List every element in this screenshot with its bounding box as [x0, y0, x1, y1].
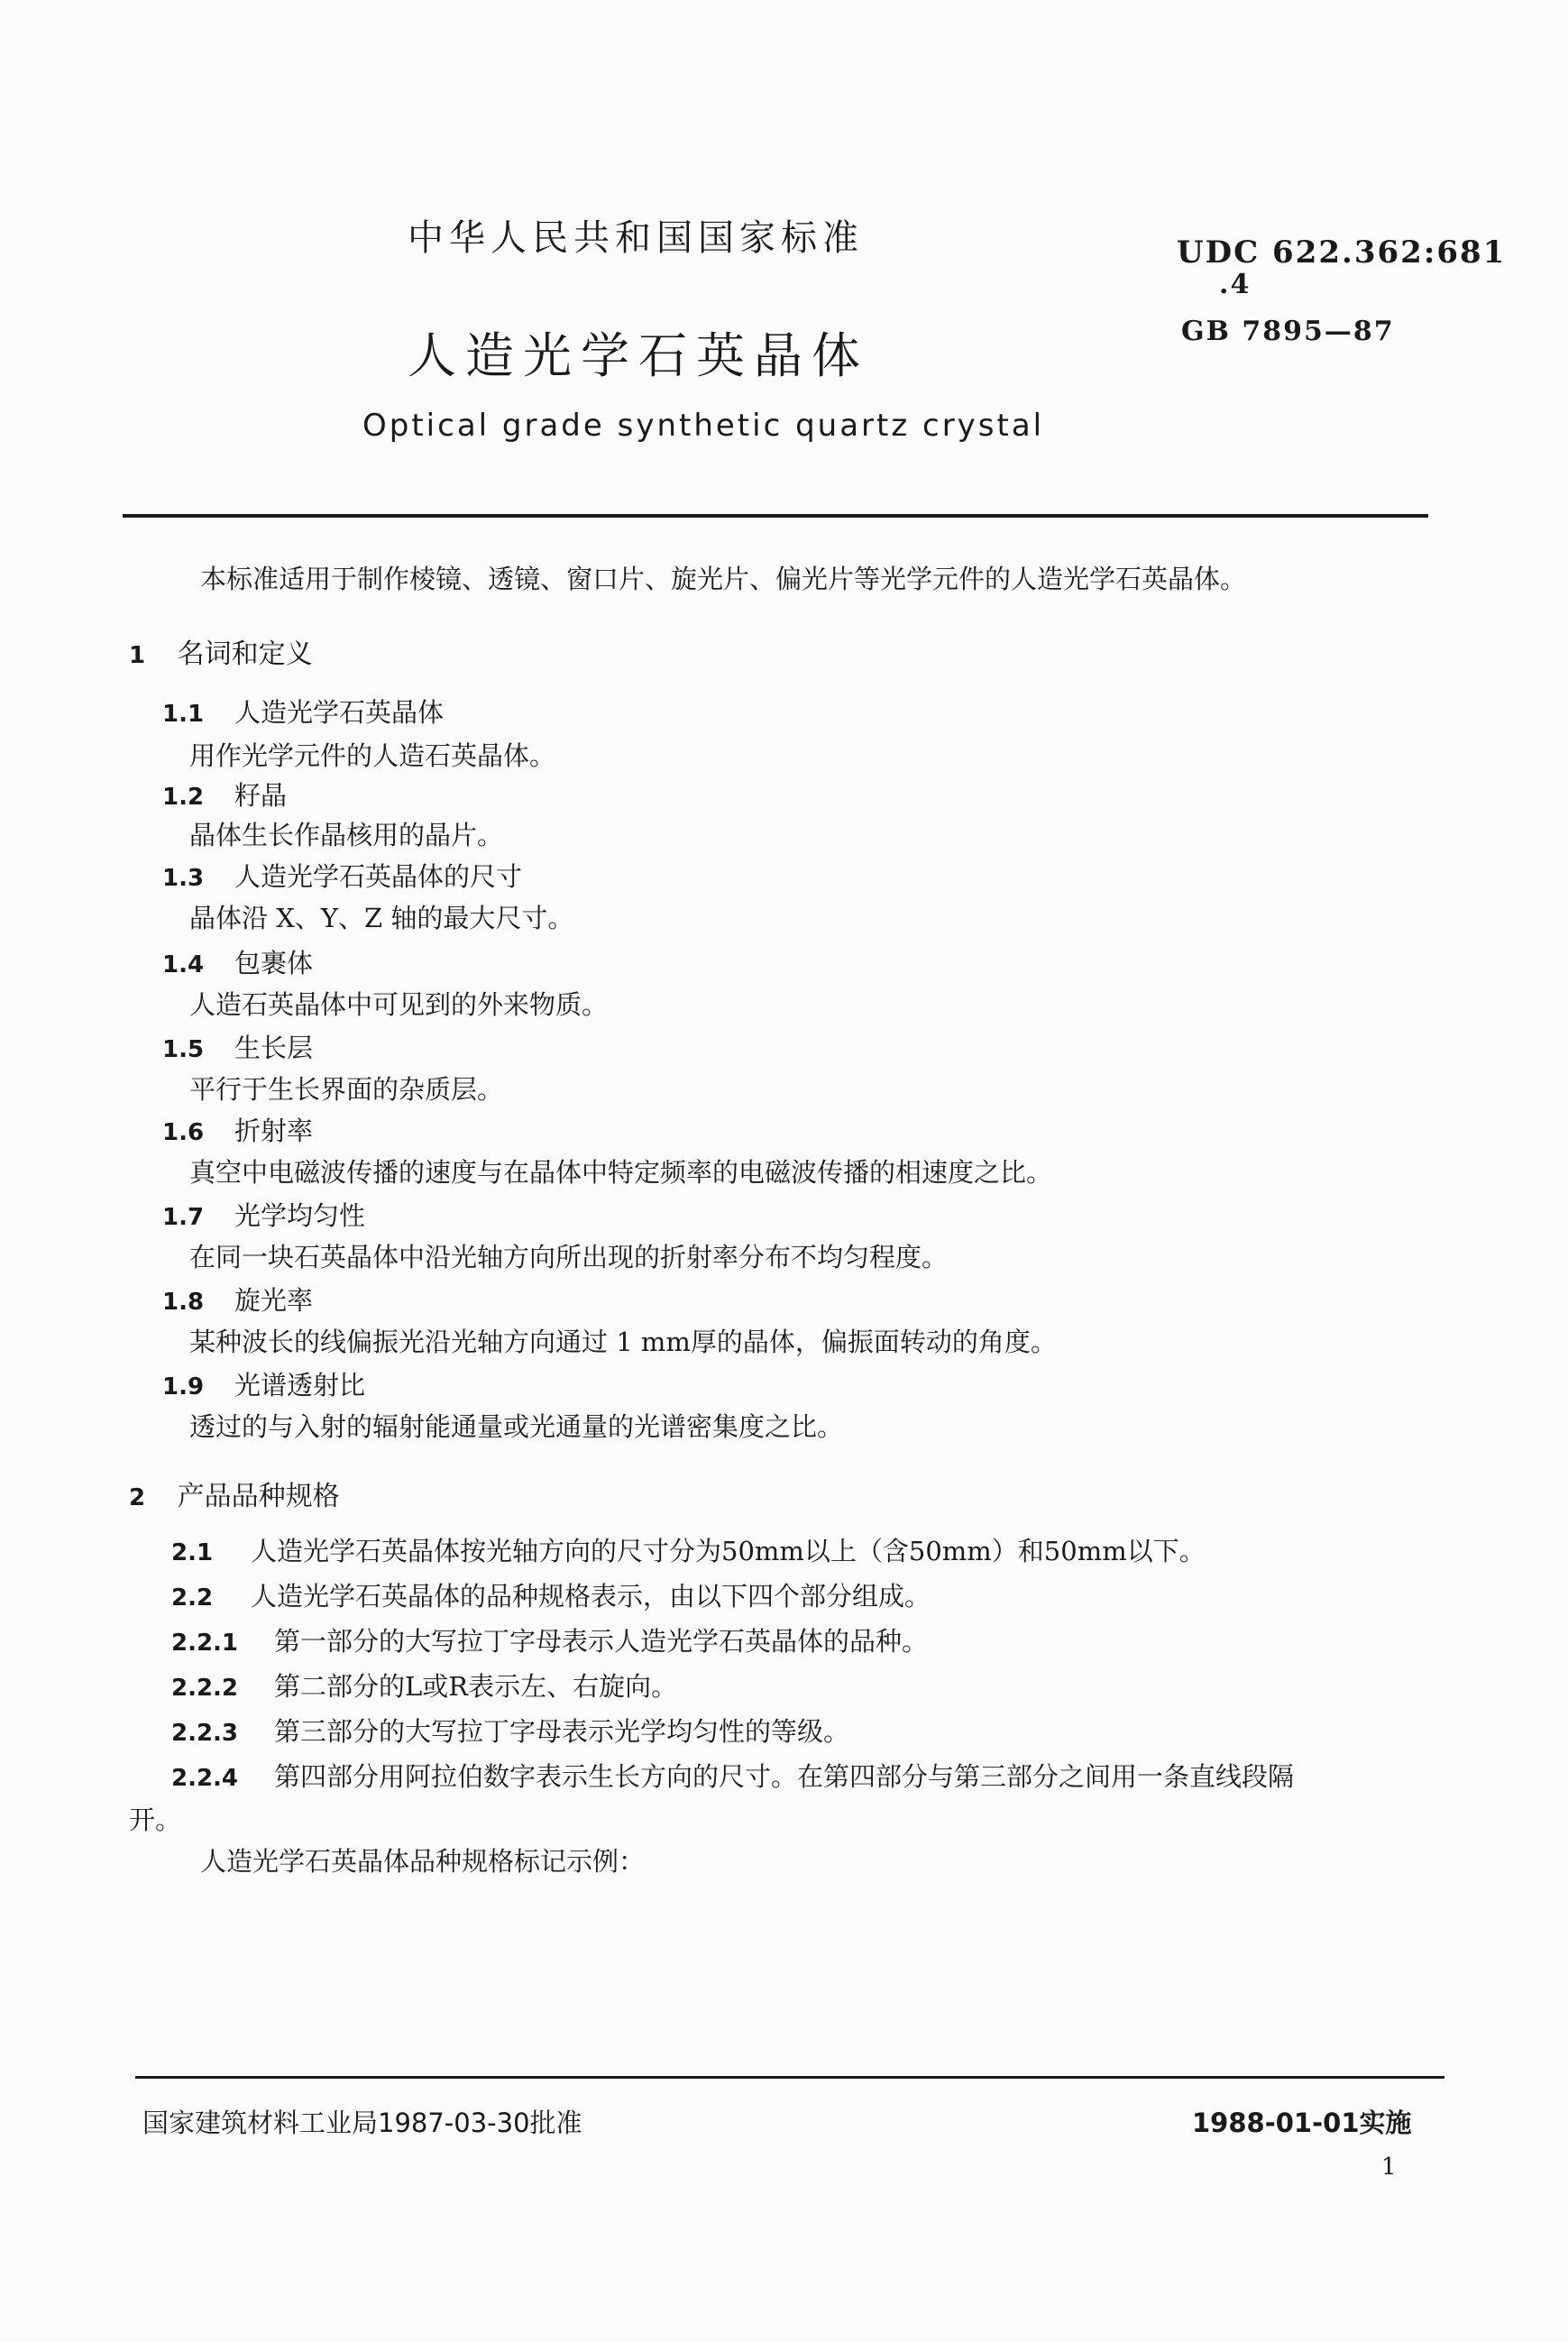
clause: 2.2.4 第四部分用阿拉伯数字表示生长方向的尺寸。在第四部分与第三部分之间用一条直线段隔 — [171, 1761, 1295, 1792]
udc-code-continued: .4 — [1219, 269, 1252, 300]
effective-date: 1988-01-01实施 — [1192, 2108, 1412, 2138]
page-number: 1 — [1381, 2154, 1397, 2181]
definition-text: 在同一块石英晶体中沿光轴方向所出现的折射率分布不均匀程度。 — [189, 1242, 949, 1272]
definition-term: 1.2 籽晶 — [162, 780, 288, 811]
header-divider — [123, 514, 1428, 518]
definition-text: 平行于生长界面的杂质层。 — [189, 1074, 504, 1105]
definition-term: 1.1 人造光学石英晶体 — [162, 697, 445, 728]
clause: 2.1 人造光学石英晶体按光轴方向的尺寸分为50mm以上（含50mm）和50mm以下。 — [171, 1536, 1206, 1566]
definition-term: 1.5 生长层 — [162, 1033, 314, 1063]
section-2-heading — [129, 1474, 340, 1513]
clause-continuation: 开。 — [129, 1805, 182, 1835]
document-title-cn: 人造光学石英晶体 — [408, 327, 869, 384]
definition-text: 某种波长的线偏振光沿光轴方向通过 1 mm厚的晶体，偏振面转动的角度。 — [189, 1327, 1057, 1357]
definition-term: 1.7 光学均匀性 — [162, 1200, 366, 1231]
issuing-authority: 中华人民共和国国家标准 — [408, 217, 864, 259]
section-title: 产品品种规格 — [177, 1481, 340, 1512]
section-1-heading — [129, 631, 313, 671]
definition-term: 1.8 旋光率 — [162, 1285, 314, 1316]
scope-statement: 本标准适用于制作棱镜、透镜、窗口片、旋光片、偏光片等光学元件的人造光学石英晶体。 — [200, 564, 1247, 594]
clause: 2.2.3 第三部分的大写拉丁字母表示光学均匀性的等级。 — [171, 1716, 850, 1747]
approval-note: 国家建筑材料工业局1987-03-30批准 — [142, 2108, 582, 2138]
definition-text: 透过的与入射的辐射能通量或光通量的光谱密集度之比。 — [189, 1411, 844, 1442]
document-title-en: Optical grade synthetic quartz crystal — [362, 408, 1045, 444]
gb-code: GB 7895—87 — [1181, 316, 1395, 347]
definition-term: 1.6 折射率 — [162, 1116, 314, 1146]
udc-code: UDC 622.362:681 — [1177, 234, 1507, 271]
definition-term: 1.9 光谱透射比 — [162, 1370, 366, 1401]
section-number: 2 — [129, 1484, 146, 1511]
clause: 2.2 人造光学石英晶体的品种规格表示，由以下四个部分组成。 — [171, 1581, 931, 1612]
definition-text: 真空中电磁波传播的速度与在晶体中特定频率的电磁波传播的相速度之比。 — [189, 1157, 1053, 1188]
definition-text: 晶体生长作晶核用的晶片。 — [189, 820, 504, 850]
footer-divider — [135, 2076, 1444, 2079]
section-number: 1 — [129, 642, 146, 669]
clause: 2.2.1 第一部分的大写拉丁字母表示人造光学石英晶体的品种。 — [171, 1626, 929, 1657]
definition-term: 1.4 包裹体 — [162, 948, 314, 978]
definition-text: 人造石英晶体中可见到的外来物质。 — [189, 989, 609, 1020]
example-label: 人造光学石英晶体品种规格标记示例： — [200, 1846, 646, 1877]
section-title: 名词和定义 — [177, 638, 313, 670]
definition-term: 1.3 人造光学石英晶体的尺寸 — [162, 861, 523, 892]
definition-text: 用作光学元件的人造石英晶体。 — [189, 740, 556, 771]
definition-text: 晶体沿 X、Y、Z 轴的最大尺寸。 — [189, 903, 574, 933]
clause: 2.2.2 第二部分的L或R表示左、右旋向。 — [171, 1671, 678, 1702]
